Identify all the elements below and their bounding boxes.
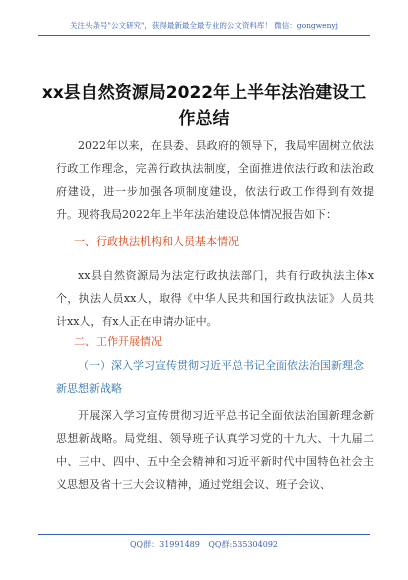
section-heading-1: 一、行政执法机构和人员基本情况: [74, 235, 239, 248]
footer-contact: QQ群：31991489 QQ群:535304092: [38, 534, 370, 550]
section-heading-2: 二、工作开展情况: [74, 335, 162, 348]
top-banner: 关注头条号"公文研究"，获得最新最全最专业的公文资料库！ 微信：gongwenyj: [38, 20, 370, 36]
section-1-paragraph: xx县自然资源局为法定行政执法部门，共有行政执法主体x个，执法人员xx人，取得《中华人民共和国行政执法证》人员共计xx人，有x人正在申请办证中。: [56, 269, 374, 328]
intro-paragraph: 2022年以来，在县委、县政府的领导下，我局牢固树立依法行政工作理念，完善行政执法制度，全面推进依法行政和法治政府建设，进一步加强各项制度建设，依法行政工作得到有效提升。现将我局2022年上半年法治建设总体情况报告如下：: [56, 139, 374, 221]
subsection-1-paragraph: 开展深入学习宣传贯彻习近平总书记全面依法治国新理念新思想新战略。局党组、领导班子认真学习党的十九大、十九届二中、三中、四中、五中全会精神和习近平新时代中国特色社会主义思想及省十三大会议精神，通过党组会议、班子会议、: [56, 409, 374, 491]
document-title: xx县自然资源局2022年上半年法治建设工作总结: [41, 83, 367, 129]
subsection-heading-1: （一）深入学习宣传贯彻习近平总书记全面依法治国新理念新思想新战略: [56, 359, 364, 395]
